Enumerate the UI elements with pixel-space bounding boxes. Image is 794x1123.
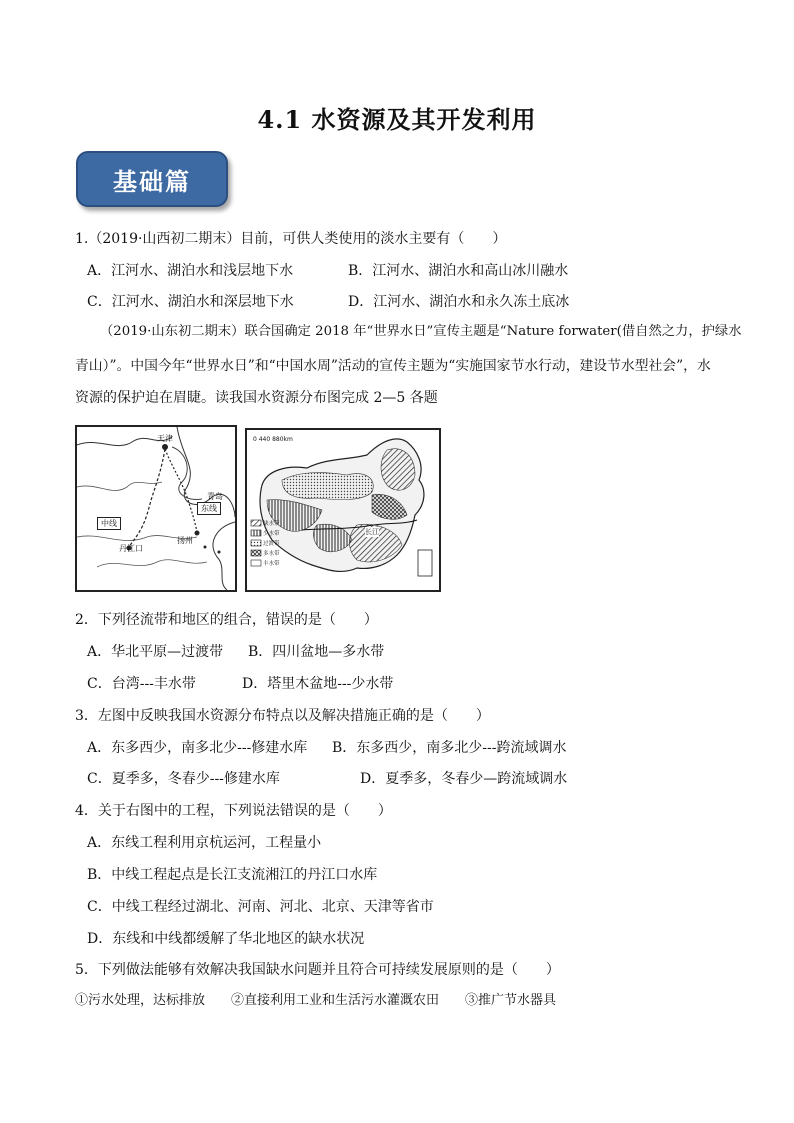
q2-option-c: C．台湾---丰水带	[87, 676, 196, 692]
q5-stem: 5．下列做法能够有效解决我国缺水问题并且符合可持续发展原则的是（ ）	[75, 962, 560, 978]
map-label-qingdao: 青岛	[207, 492, 223, 501]
q1-option-b: B．江河水、湖泊水和高山冰川融水	[348, 263, 569, 279]
legend-item: 多水带	[263, 551, 280, 557]
q2-option-b: B．四川盆地—多水带	[248, 644, 385, 660]
q3-option-d: D．夏季多，冬春少—跨流域调水	[360, 771, 568, 787]
q5-options: ①污水处理，达标排放 ②直接利用工业和生活污水灌溉农田 ③推广节水器具	[75, 993, 557, 1008]
q3-option-a: A．东多西少，南多北少---修建水库	[87, 740, 308, 756]
q3-option-b: B．东多西少，南多北少---跨流域调水	[332, 740, 567, 756]
q4-stem: 4．关于右图中的工程，下列说法错误的是（ ）	[75, 803, 392, 819]
map-legend	[263, 519, 280, 569]
intro-line-2: 青山）”。中国今年“世界水日”和“中国水周”活动的宣传主题为“实施国家节水行动，建设节水型社会”，水	[75, 358, 711, 374]
q3-stem: 3．左图中反映我国水资源分布特点以及解决措施正确的是（ ）	[75, 708, 490, 724]
map-label-middle-line: 中线	[97, 517, 121, 530]
q1-option-a: A．江河水、湖泊水和浅层地下水	[87, 263, 294, 279]
q3-option-c: C．夏季多，冬春少---修建水库	[87, 771, 280, 787]
map-scale: 0 440 880km	[253, 436, 293, 443]
q4-option-b: B．中线工程起点是长江支流湘江的丹江口水库	[87, 867, 378, 883]
q2-option-a: A．华北平原—过渡带	[87, 644, 224, 660]
map-label-yangzhou: 扬州	[177, 536, 193, 545]
intro-line-1: （2019·山东初二期末）联合国确定 2018 年“世界水日”宣传主题是“Nature forwater(借自然之力，护绿水	[100, 324, 742, 339]
q2-option-d: D．塔里木盆地---少水带	[242, 676, 394, 692]
map-label-changjiang: 长江	[365, 528, 379, 536]
legend-item: 丰水带	[263, 561, 280, 567]
page-title: 4.1 水资源及其开发利用	[257, 105, 537, 134]
legend-item: 过渡带	[263, 541, 280, 547]
intro-line-3: 资源的保护迫在眉睫。读我国水资源分布图完成 2—5 各题	[75, 390, 438, 406]
q1-option-d: D．江河水、湖泊水和永久冻土底冰	[348, 294, 570, 310]
legend-item: 缺水带	[263, 521, 280, 527]
map-label-east-line: 东线	[197, 502, 221, 515]
q4-option-c: C．中线工程经过湖北、河南、河北、北京、天津等省市	[87, 899, 434, 915]
map-label-danjiangkou: 丹江口	[119, 544, 143, 553]
q1-stem: 1.（2019·山西初二期末）目前，可供人类使用的淡水主要有（ ）	[75, 231, 507, 247]
q1-option-c: C．江河水、湖泊水和深层地下水	[87, 294, 294, 310]
q4-option-a: A．东线工程利用京杭运河，工程量小	[87, 835, 322, 851]
q2-stem: 2．下列径流带和地区的组合，错误的是（ ）	[75, 612, 378, 628]
q4-option-d: D．东线和中线都缓解了华北地区的缺水状况	[87, 931, 365, 947]
map-label-tianjin: 天津	[157, 434, 173, 443]
water-diversion-map	[75, 425, 237, 592]
water-resource-distribution-map	[245, 428, 441, 592]
legend-item: 少水带	[263, 531, 280, 537]
section-badge: 基础篇	[76, 151, 228, 207]
